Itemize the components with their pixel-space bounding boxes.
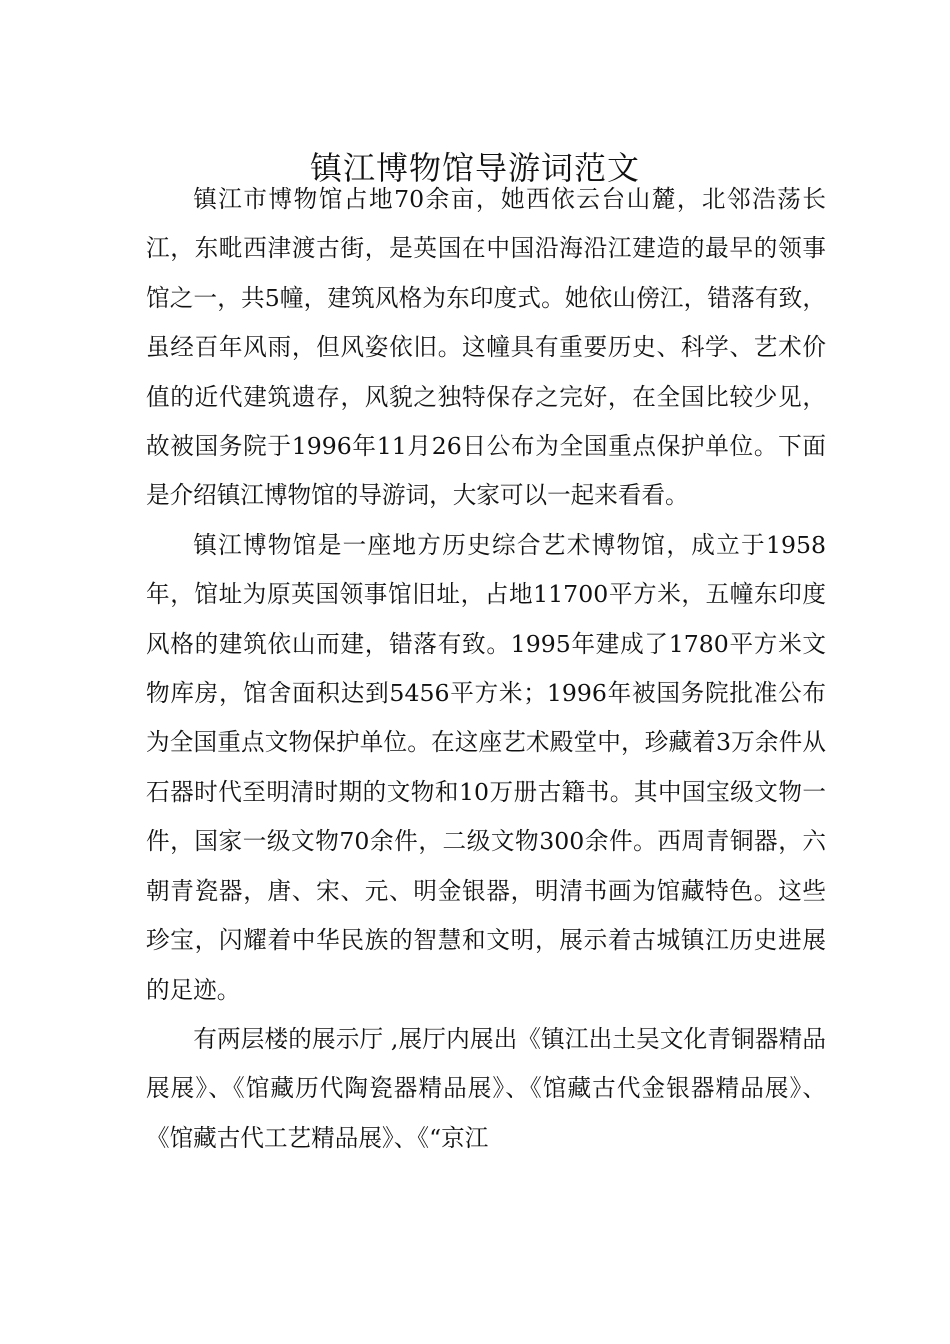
paragraph-1: 镇江市博物馆占地70余亩，她西依云台山麓，北邻浩荡长江，东毗西津渡古街，是英国在中国沿海沿江建造的最早的领事馆之一，共5幢，建筑风格为东印度式。她依山傍江，错落有致，虽经百年风雨，但风姿依旧。这幢具有重要历史、科学、艺术价值的近代建筑遗存，风貌之独特保存之完好，在全国比较少见，故被国务院于1996年11月26日公布为全国重点保护单位。下面是介绍镇江博物馆的导游词，大家可以一起来看看。: [146, 185, 826, 510]
page-title: 镇江博物馆导游词范文: [309, 149, 640, 188]
paragraph-3: 有两层楼的展示厅 ,展厅内展出《镇江出土吴文化青铜器精品展展》、《馆藏历代陶瓷器精品展》、《馆藏古代金银器精品展》、《馆藏古代工艺精品展》、《“京江: [146, 1024, 826, 1152]
paragraph-2: 镇江博物馆是一座地方历史综合艺术博物馆，成立于1958年，馆址为原英国领事馆旧址，占地11700平方米，五幢东印度风格的建筑依山而建，错落有致。1995年建成了1780平方米文物库房，馆舍面积达到5456平方米；1996年被国务院批准公布为全国重点文物保护单位。在这座艺术殿堂中，珍藏着3万余件从石器时代至明清时期的文物和10万册古籍书。其中国宝级文物一件，国家一级文物70余件，二级文物300余件。西周青铜器，六朝青瓷器，唐、宋、元、明金银器，明清书画为馆藏特色。这些珍宝，闪耀着中华民族的智慧和文明，展示着古城镇江历史进展的足迹。: [146, 530, 826, 1004]
document-body: [146, 175, 826, 1163]
